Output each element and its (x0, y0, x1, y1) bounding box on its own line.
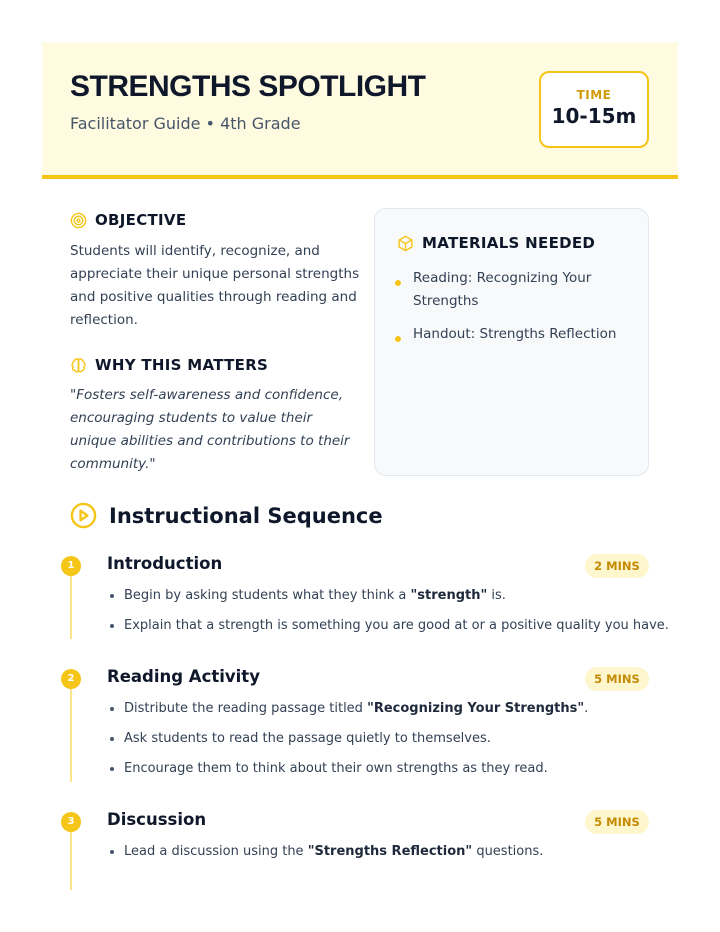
page-subtitle: Facilitator Guide • 4th Grade (70, 114, 301, 133)
step-title: Reading Activity (107, 667, 260, 686)
step-duration-badge: 2 MINS (585, 554, 649, 578)
materials-item-label: Handout: Strengths Reflection (413, 326, 617, 342)
time-label: TIME (576, 88, 612, 102)
step-duration-badge: 5 MINS (585, 810, 649, 834)
materials-heading-label: MATERIALS NEEDED (422, 234, 596, 252)
step-bullet: Explain that a strength is something you are good at or a positive quality you have. (110, 616, 655, 636)
bullet-dot (395, 336, 401, 342)
objective-text: Students will identify, recognize, and appreciate their unique personal strengths and positive qualities through reading and reflection. (70, 243, 360, 328)
sequence-heading-label: Instructional Sequence (109, 503, 383, 528)
step-timeline-line (70, 677, 72, 782)
step-title: Discussion (107, 810, 207, 829)
page-title: STRENGTHS SPOTLIGHT (70, 70, 426, 103)
why-heading-label: WHY THIS MATTERS (95, 356, 269, 374)
step-bullet: Begin by asking students what they think a "strength" is. (110, 586, 655, 606)
step-bullets (110, 699, 655, 789)
bullet-dot (395, 280, 401, 286)
step-number: 1 (61, 556, 81, 576)
time-box (539, 71, 649, 148)
step-bullets (110, 842, 655, 872)
materials-item (395, 323, 635, 346)
step-title: Introduction (107, 554, 223, 573)
step-number: 3 (61, 812, 81, 832)
time-value: 10-15m (551, 104, 637, 128)
materials-heading (397, 234, 595, 252)
brain-icon (70, 357, 87, 374)
step-number: 2 (61, 669, 81, 689)
step-bullet: Encourage them to think about their own strengths as they read. (110, 759, 655, 779)
sequence-heading (70, 502, 383, 529)
objective-heading-label: OBJECTIVE (95, 211, 187, 229)
why-quote: "Fosters self-awareness and confidence, encouraging students to value their unique abilities and contributions to their community." (70, 387, 350, 472)
step-bullet: Ask students to read the passage quietly to themselves. (110, 729, 655, 749)
materials-item (395, 267, 635, 313)
header-banner (42, 42, 678, 179)
materials-card (374, 208, 649, 476)
step-bullet: Distribute the reading passage titled "Recognizing Your Strengths". (110, 699, 655, 719)
materials-list (395, 267, 635, 356)
why-heading (70, 356, 268, 374)
step-bullet: Lead a discussion using the "Strengths Reflection" questions. (110, 842, 655, 862)
target-icon (70, 212, 87, 229)
materials-item-label: Reading: Recognizing Your Strengths (413, 270, 592, 309)
step-duration-badge: 5 MINS (585, 667, 649, 691)
objective-heading (70, 211, 186, 229)
play-circle-icon (70, 502, 97, 529)
box-icon (397, 235, 414, 252)
step-bullets (110, 586, 669, 646)
